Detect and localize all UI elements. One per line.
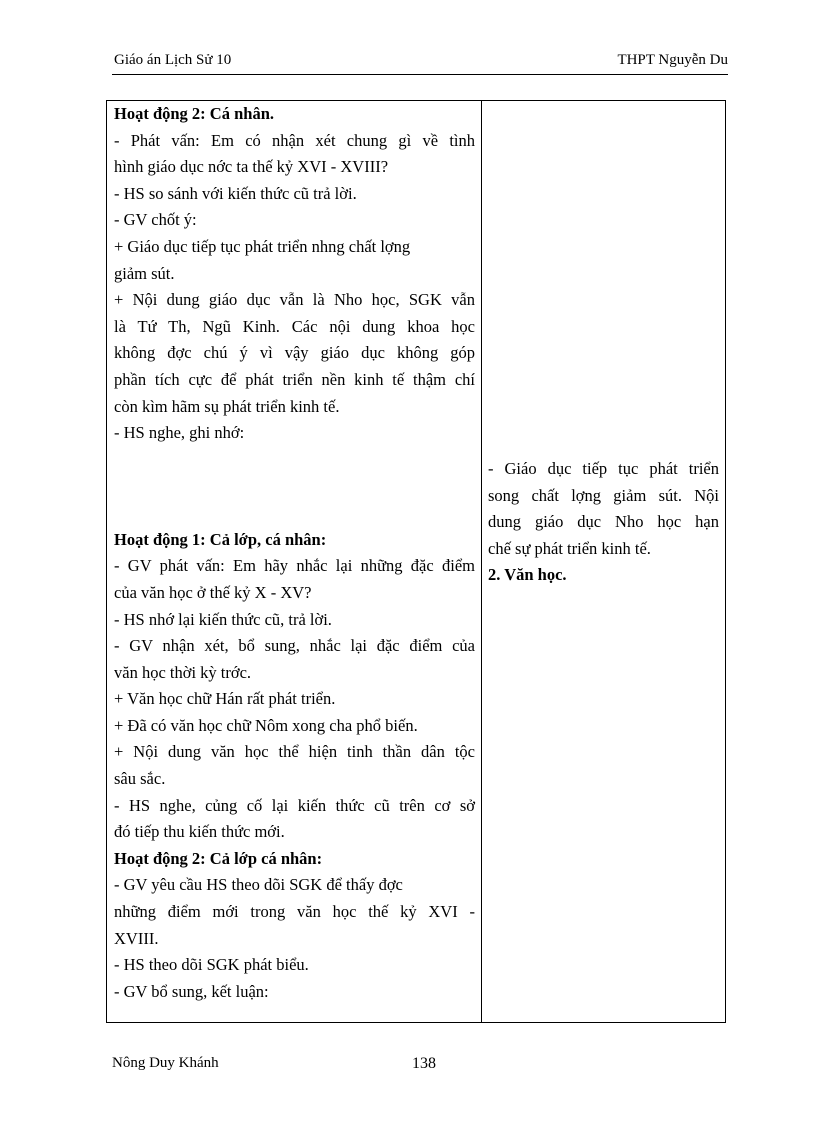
text-line: + Đã có văn học chữ Nôm xong cha phổ biến. xyxy=(114,715,418,735)
activity-block-literature xyxy=(114,527,475,1006)
text-line: không đợc chú ý vì vậy giáo dục không góp xyxy=(114,343,475,363)
content-column xyxy=(482,101,726,1023)
text-line: giảm sút. xyxy=(114,263,175,283)
footer-author: Nông Duy Khánh xyxy=(112,1055,219,1071)
text-line: dung giáo dục Nho học hạn xyxy=(488,512,719,532)
lesson-table xyxy=(106,100,726,1023)
text-line: là Tứ Th, Ngũ Kinh. Các nội dung khoa học xyxy=(114,316,475,336)
text-line: phần tích cực để phát triển nền kinh tế thậm chí xyxy=(114,369,475,389)
text-line: + Nội dung văn học thể hiện tinh thần dân tộc xyxy=(114,742,475,762)
text-line: - HS so sánh với kiến thức cũ trả lời. xyxy=(114,183,357,203)
text-line: - HS nghe, ghi nhớ: xyxy=(114,423,245,443)
text-line: đó tiếp thu kiến thức mới. xyxy=(114,822,285,842)
text-line: hình giáo dục nớc ta thế kỷ XVI - XVIII? xyxy=(114,157,389,177)
section-heading: 2. Văn học. xyxy=(488,565,567,585)
table-row xyxy=(107,101,726,1023)
text-line: - HS nhớ lại kiến thức cũ, trả lời. xyxy=(114,609,332,629)
text-line: - HS nghe, củng cố lại kiến thức cũ trên cơ sở xyxy=(114,795,475,815)
text-line: còn kìm hãm sụ phát triển kinh tế. xyxy=(114,396,340,416)
text-line: XVIII. xyxy=(114,928,159,948)
text-line: - GV nhận xét, bổ sung, nhắc lại đặc điểm của xyxy=(114,636,475,656)
section-heading: Hoạt động 1: Cả lớp, cá nhân: xyxy=(114,529,327,549)
section-heading: Hoạt động 2: Cá nhân. xyxy=(114,104,274,123)
activity-block-education xyxy=(114,101,475,447)
text-line: - GV yêu cầu HS theo dõi SGK để thấy đợc xyxy=(114,875,403,895)
text-line: - GV phát vấn: Em hãy nhắc lại những đặc điểm xyxy=(114,556,475,576)
header-school: THPT Nguyễn Du xyxy=(617,52,728,68)
text-line: - GV bổ sung, kết luận: xyxy=(114,981,269,1001)
activities-column xyxy=(107,101,482,1023)
text-line: văn học thời kỳ trớc. xyxy=(114,662,252,682)
text-line: sâu sắc. xyxy=(114,769,166,789)
text-line: + Văn học chữ Hán rất phát triển. xyxy=(114,689,336,709)
text-line: - Phát vấn: Em có nhận xét chung gì về tình xyxy=(114,130,475,150)
text-line: những điểm mới trong văn học thế kỷ XVI - xyxy=(114,902,475,922)
text-line: song chất lợng giảm sút. Nội xyxy=(488,485,719,505)
text-line: chế sự phát triển kinh tế. xyxy=(488,538,651,558)
spacer xyxy=(114,447,475,527)
text-line: - Giáo dục tiếp tục phát triển xyxy=(488,459,719,478)
section-heading: Hoạt động 2: Cả lớp cá nhân: xyxy=(114,848,323,868)
page-header xyxy=(112,52,728,75)
text-line: + Giáo dục tiếp tục phát triển nhng chất lợng xyxy=(114,236,411,256)
text-line: - GV chốt ý: xyxy=(114,210,197,230)
page-number: 138 xyxy=(412,1055,436,1072)
text-line: - HS theo dõi SGK phát biểu. xyxy=(114,955,309,975)
content-notes xyxy=(482,101,725,589)
text-line: của văn học ở thế kỷ X - XV? xyxy=(114,582,312,602)
text-line: + Nội dung giáo dục vẫn là Nho học, SGK vẫn xyxy=(114,290,475,310)
header-subject: Giáo án Lịch Sử 10 xyxy=(114,52,232,68)
